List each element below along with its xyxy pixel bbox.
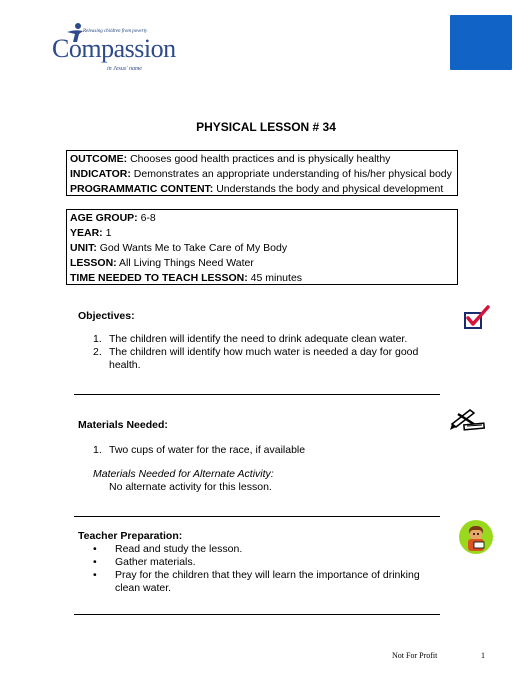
time-row — [70, 271, 454, 286]
indicator-label: INDICATOR: — [70, 168, 131, 180]
time-label: TIME NEEDED TO TEACH LESSON: — [70, 272, 248, 284]
lesson-row — [70, 256, 454, 271]
objective-text: The children will identify the need to drink adequate clean water. — [109, 333, 408, 345]
preparation-text: Read and study the lesson. — [115, 543, 243, 555]
checkbox-check-icon — [463, 305, 490, 331]
outcome-value: Chooses good health practices and is physically healthy — [127, 153, 391, 165]
logo-subtitle: in Jesus' name — [107, 66, 142, 72]
unit-row — [70, 241, 454, 256]
bullet: • — [93, 569, 97, 581]
bullet: • — [93, 556, 97, 568]
content-value: Understands the body and physical development — [213, 183, 444, 195]
materials-text: Two cups of water for the race, if available — [109, 444, 306, 456]
indicator-value: Demonstrates an appropriate understanding of his/her physical body — [130, 168, 452, 180]
indicator-row — [70, 167, 454, 182]
year-row — [70, 226, 454, 241]
objective-text: The children will identify how much water is needed a day for good — [109, 346, 419, 358]
unit-label: UNIT: — [70, 242, 97, 254]
age-group-value: 6-8 — [137, 212, 156, 224]
footer-text: Not For Profit — [392, 651, 438, 660]
preparation-text-cont: clean water. — [115, 582, 172, 594]
bullet: • — [93, 543, 97, 555]
preparation-item-2 — [93, 556, 196, 569]
unit-value: God Wants Me to Take Care of My Body — [96, 242, 288, 254]
year-label: YEAR: — [70, 227, 103, 239]
preparation-item-3 — [93, 569, 420, 595]
objective-text-cont: health. — [109, 359, 141, 371]
divider — [74, 394, 440, 395]
objective-item-2 — [93, 346, 418, 372]
divider — [74, 614, 440, 615]
objective-number: 2. — [93, 346, 102, 358]
logo-brand: Compassion — [52, 34, 176, 63]
preparation-text: Pray for the children that they will learn the importance of drinking — [115, 569, 420, 581]
preparation-heading: Teacher Preparation: — [78, 530, 183, 542]
lesson-info-box — [66, 209, 458, 285]
teacher-icon — [458, 518, 494, 556]
preparation-text: Gather materials. — [115, 556, 196, 568]
objective-number: 1. — [93, 333, 102, 345]
outcome-box — [66, 150, 458, 196]
age-group-row — [70, 211, 454, 226]
objectives-heading: Objectives: — [78, 310, 135, 322]
preparation-item-1 — [93, 543, 242, 556]
pencil-tools-icon — [450, 406, 486, 432]
lesson-label: LESSON: — [70, 257, 117, 269]
outcome-label: OUTCOME: — [70, 153, 128, 165]
lesson-value: All Living Things Need Water — [116, 257, 254, 269]
compassion-logo — [50, 22, 176, 72]
age-group-label: AGE GROUP: — [70, 212, 138, 224]
materials-heading: Materials Needed: — [78, 419, 168, 431]
year-value: 1 — [102, 227, 112, 239]
outcome-row — [70, 152, 454, 167]
alt-materials-text: No alternate activity for this lesson. — [109, 481, 272, 493]
materials-number: 1. — [93, 444, 102, 456]
objective-item-1 — [93, 333, 407, 346]
alt-materials-heading: Materials Needed for Alternate Activity: — [93, 468, 274, 480]
blue-corner-block — [450, 15, 512, 70]
content-row — [70, 182, 454, 197]
time-value: 45 minutes — [247, 272, 303, 284]
content-label: PROGRAMMATIC CONTENT: — [70, 183, 214, 195]
page-number: 1 — [481, 651, 485, 660]
logo-tagline: Releasing children from poverty — [83, 29, 148, 34]
divider — [74, 516, 440, 517]
materials-item-1 — [93, 444, 305, 457]
page-title: PHYSICAL LESSON # 34 — [196, 120, 336, 134]
